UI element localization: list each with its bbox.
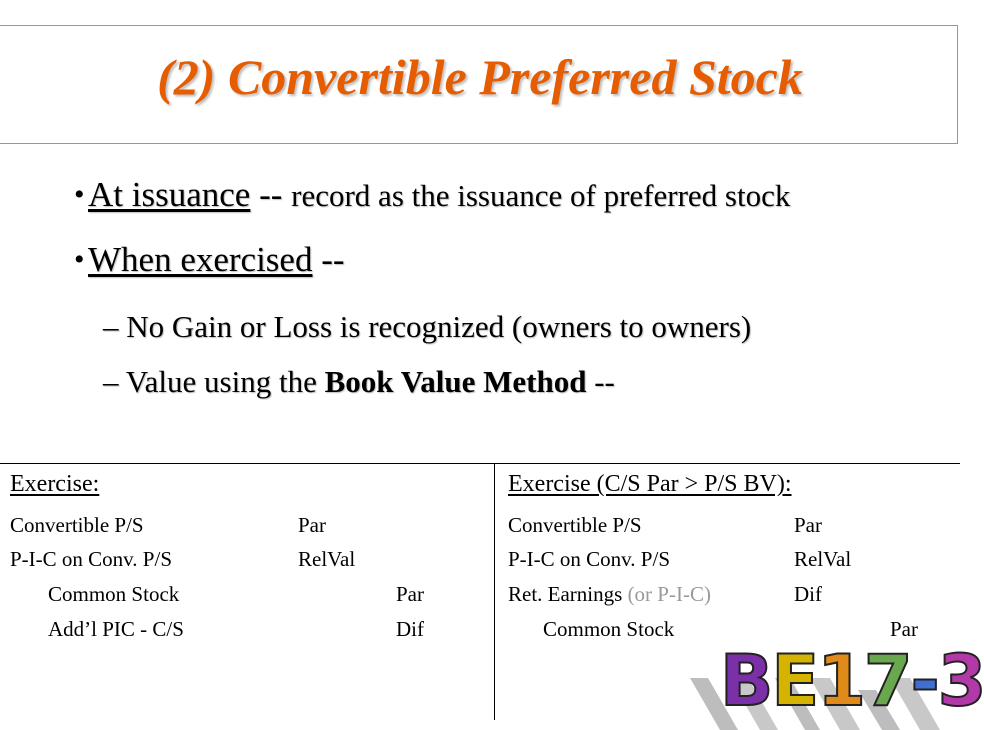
bullet-head: When exercised (88, 240, 313, 279)
badge-char: 7 (863, 640, 911, 722)
bullet-dot: • (74, 178, 85, 211)
badge-char: 1 (817, 640, 864, 722)
right-row-2-debit: RelVal (794, 547, 852, 571)
left-row-2-debit: RelVal (298, 547, 356, 571)
left-row-4-account: Add’l PIC - C/S (48, 617, 184, 641)
left-row-4-credit: Dif (396, 617, 424, 641)
left-row-1-account: Convertible P/S (10, 513, 144, 537)
sub-text-bold: Book Value Method (324, 364, 587, 399)
sub-bullet-no-gain (103, 311, 751, 342)
sub-text: No Gain or Loss is recognized (owners to owners) (126, 309, 752, 344)
badge-char: 3 (937, 640, 984, 722)
column-divider (494, 463, 495, 720)
left-row-1-debit: Par (298, 513, 326, 537)
badge-char: E (771, 640, 818, 722)
sub-text-post: -- (586, 364, 615, 399)
bullet-sep: -- (250, 175, 292, 214)
bullet-when-exercised (88, 242, 345, 277)
bullet-text: record as the issuance of preferred stock (291, 178, 791, 213)
left-row-2-account: P-I-C on Conv. P/S (10, 547, 173, 571)
left-row-3-credit: Par (396, 582, 424, 606)
badge-char: B (720, 640, 772, 722)
slide-title: (2) Convertible Preferred Stock (157, 49, 803, 105)
sub-dash: – (103, 364, 119, 399)
badge-char: - (910, 640, 938, 722)
right-row-3-account (508, 584, 711, 605)
badge-text (720, 640, 984, 722)
account-note: (or P-I-C) (627, 582, 711, 606)
right-row-4-credit: Par (890, 617, 918, 641)
bullet-sep: -- (312, 240, 345, 279)
right-row-1-debit: Par (794, 513, 822, 537)
sub-text-pre: Value using the (125, 364, 325, 399)
right-heading: Exercise (C/S Par > P/S BV): (508, 471, 792, 497)
right-row-2-account: P-I-C on Conv. P/S (508, 547, 671, 571)
right-row-3-debit: Dif (794, 582, 822, 606)
right-row-4-account: Common Stock (543, 617, 675, 641)
left-heading: Exercise: (10, 471, 100, 497)
left-row-3-account: Common Stock (48, 582, 180, 606)
exercise-badge (690, 640, 984, 722)
bullet-at-issuance (88, 177, 790, 212)
bullet-dot: • (74, 243, 85, 276)
sub-bullet-book-value (103, 366, 615, 397)
right-row-1-account: Convertible P/S (508, 513, 642, 537)
bullet-head: At issuance (88, 175, 251, 214)
account-name: Ret. Earnings (508, 582, 628, 606)
sub-dash: – (103, 309, 119, 344)
